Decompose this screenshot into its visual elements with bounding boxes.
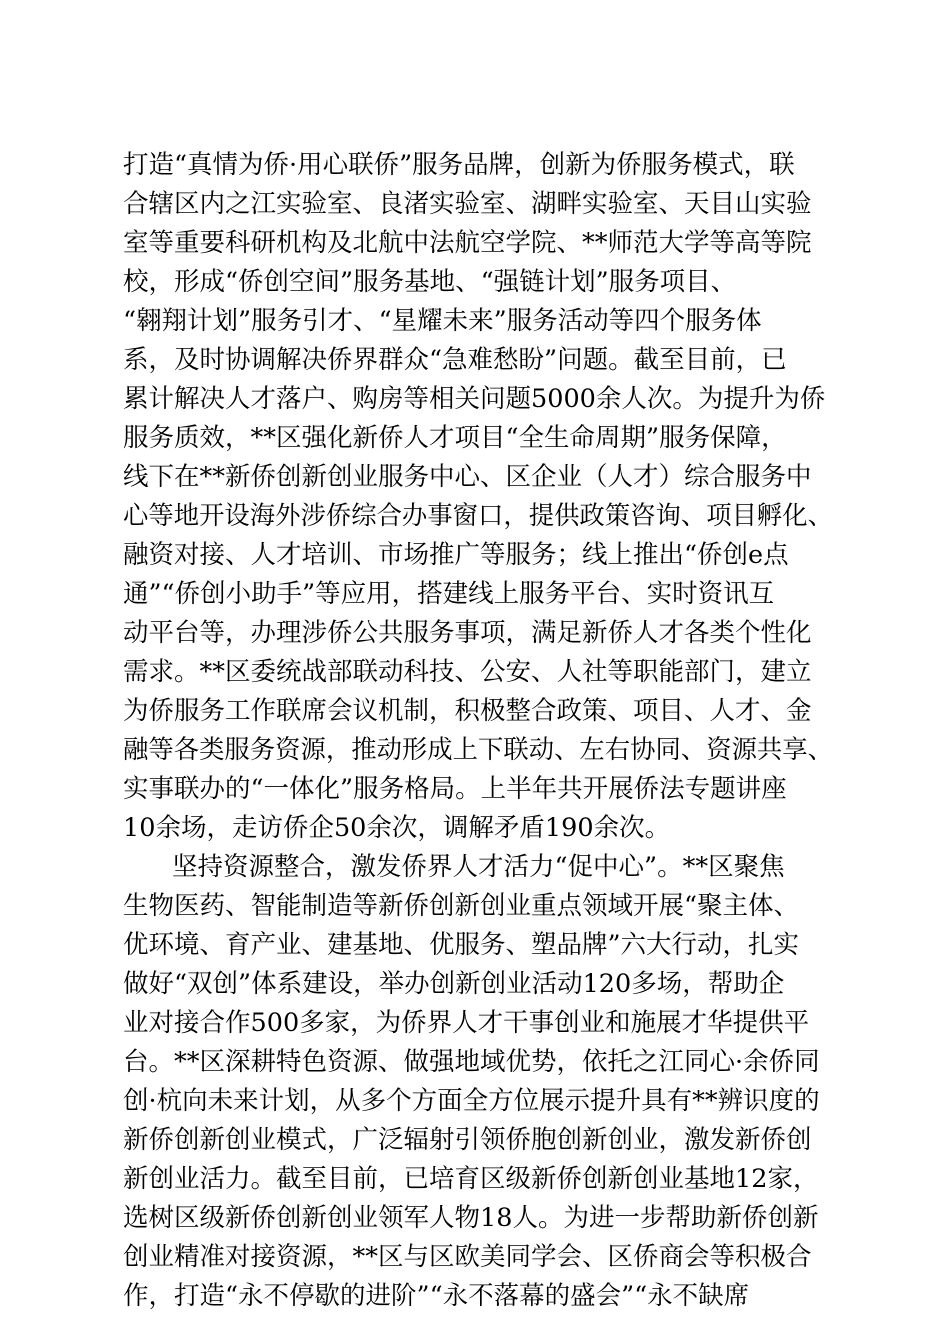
text-line: 校，形成“侨创空间”服务基地、“强链计划”服务项目、 bbox=[123, 267, 737, 297]
text-line: 新侨创新创业模式，广泛辐射引领侨胞创新创业，激发新侨创 bbox=[123, 1125, 812, 1155]
text-line: 线下在**新侨创新创业服务中心、区企业（人才）综合服务中 bbox=[123, 462, 812, 492]
text-line: 生物医药、智能制造等新侨创新创业重点领域开展“聚主体、 bbox=[123, 891, 800, 921]
text-line: 合辖区内之江实验室、良渚实验室、湖畔实验室、天目山实验 bbox=[123, 189, 812, 219]
text-line: 动平台等，办理涉侨公共服务事项，满足新侨人才各类个性化 bbox=[123, 618, 812, 648]
text-line: 做好“双创”体系建设，举办创新创业活动120多场，帮助企 bbox=[123, 969, 785, 999]
text-line: 新创业活力。截至目前，已培育区级新侨创新创业基地12家， bbox=[123, 1164, 819, 1194]
text-line: 需求。**区委统战部联动科技、公安、人社等职能部门，建立 bbox=[123, 657, 812, 687]
text-line: 创业精准对接资源，**区与区欧美同学会、区侨商会等积极合 bbox=[123, 1242, 812, 1272]
text-line: 10余场，走访侨企50余次，调解矛盾190余次。 bbox=[123, 813, 671, 843]
text-line: 系，及时协调解决侨界群众“急难愁盼”问题。截至目前，已 bbox=[123, 345, 787, 375]
text-line: 作，打造“永不停歇的进阶”“永不落幕的盛会”“永不缺席 bbox=[123, 1281, 750, 1311]
text-line: 打造“真情为侨·用心联侨”服务品牌，创新为侨服务模式，联 bbox=[123, 150, 795, 180]
text-line: 为侨服务工作联席会议机制，积极整合政策、项目、人才、金 bbox=[123, 696, 812, 726]
text-line: 优环境、育产业、建基地、优服务、塑品牌”六大行动，扎实 bbox=[123, 930, 800, 960]
text-line: 服务质效，**区强化新侨人才项目“全生命周期”服务保障， bbox=[123, 423, 787, 453]
text-line: 台。**区深耕特色资源、做强地域优势，依托之江同心·余侨同 bbox=[123, 1047, 820, 1077]
text-line: 融等各类服务资源，推动形成上下联动、左右协同、资源共享、 bbox=[123, 735, 834, 765]
text-line: 选树区级新侨创新创业领军人物18人。为进一步帮助新侨创新 bbox=[123, 1203, 819, 1233]
text-line: 室等重要科研机构及北航中法航空学院、**师范大学等高等院 bbox=[123, 228, 812, 258]
text-line: “翱翔计划”服务引才、“星耀未来”服务活动等四个服务体 bbox=[123, 306, 762, 336]
text-line: 业对接合作500多家，为侨界人才干事创业和施展才华提供平 bbox=[123, 1008, 810, 1038]
text-line: 融资对接、人才培训、市场推广等服务；线上推出“侨创e点 bbox=[123, 540, 789, 570]
text-line: 实事联办的“一体化”服务格局。上半年共开展侨法专题讲座 bbox=[123, 774, 787, 804]
text-line: 心等地开设海外涉侨综合办事窗口，提供政策咨询、项目孵化、 bbox=[123, 501, 834, 531]
text-line: 累计解决人才落户、购房等相关问题5000余人次。为提升为侨 bbox=[123, 384, 826, 414]
text-line: 创·杭向未来计划，从多个方面全方位展示提升具有**辨识度的 bbox=[123, 1086, 820, 1116]
paragraph-first-line: 坚持资源整合，激发侨界人才活力“促中心”。**区聚焦 bbox=[172, 852, 785, 882]
text-line: 通”“侨创小助手”等应用，搭建线上服务平台、实时资讯互 bbox=[123, 579, 775, 609]
